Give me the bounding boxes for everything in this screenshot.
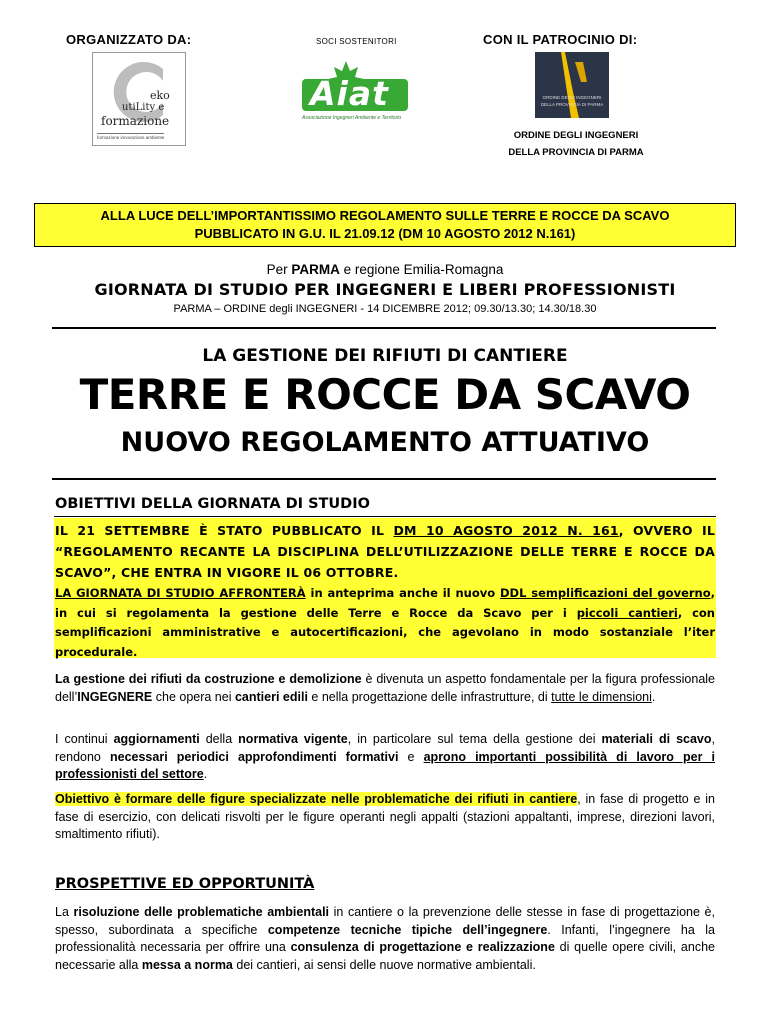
p4-materiali: materiali di scavo xyxy=(601,732,712,746)
p3-dimensioni: tutte le dimensioni xyxy=(551,689,652,704)
banner-line2: PUBBLICATO IN G.U. IL 21.09.12 (DM 10 AGOSTO 2012 N.161) xyxy=(194,226,576,241)
patrocinio-label: CON IL PATROCINIO DI: xyxy=(483,32,638,47)
p4-aggiornamenti: aggiornamenti xyxy=(113,732,200,746)
p4-approfondimenti: necessari periodici approfondimenti formativi xyxy=(109,749,399,764)
ordine-line2: DELLA PROVINCIA DI PARMA xyxy=(508,147,644,158)
secondary-title: NUOVO REGOLAMENTO ATTUATIVO xyxy=(120,427,650,458)
p5-highlight: Obiettivo è formare delle figure specializzate nelle problematiche dei rifiuti in cantiere xyxy=(55,792,578,806)
ddl-link: DDL semplificazioni del governo xyxy=(500,586,711,600)
p1-text-c: , OVVERO IL “REGOLAMENTO RECANTE LA DISCIPLINA DELL’UTILIZZAZIONE DELLE TERRE E ROCCE DA SCAVO”, CHE ENTRA IN VIGORE IL 06 OTTOBRE. xyxy=(55,523,715,580)
p3-text-b: è divenuta un aspetto fondamentale per la figura professionale dell’ xyxy=(55,672,716,704)
p3-text-h: . xyxy=(651,689,656,704)
p2-text-b: in anteprima anche il nuovo xyxy=(305,586,500,600)
p4-normativa: normativa vigente xyxy=(238,732,348,746)
eko-logo xyxy=(92,52,186,146)
ordine-line1: ORDINE DEGLI INGEGNERI xyxy=(513,130,639,141)
per-city: PARMA xyxy=(291,262,340,277)
p4-text-g: , rendono xyxy=(55,732,715,764)
p1-text-a: IL 21 SETTEMBRE È STATO PUBBLICATO IL xyxy=(55,523,394,538)
pr-consulenza: consulenza di progettazione e realizzazione xyxy=(290,940,555,954)
pr-text-e: . Infanti, l’ingegnere ha la professionalità necessaria per offrire una xyxy=(55,922,715,954)
objectives-paragraph-2 xyxy=(55,584,715,662)
organizzato-label: ORGANIZZATO DA: xyxy=(66,32,192,47)
aiat-subtitle: Associazione Ingegneri Ambiente e Territorio xyxy=(302,115,402,121)
eko-line3: formazione xyxy=(101,114,170,128)
per-suffix: e regione Emilia-Romagna xyxy=(339,262,504,277)
p4-text-a: I continui xyxy=(55,732,114,746)
pr-competenze: competenze tecniche tipiche dell’ingegnere xyxy=(267,922,548,937)
event-location xyxy=(0,262,770,277)
ordine-logo xyxy=(535,52,609,118)
soci-label: SOCI SOSTENITORI xyxy=(316,37,397,46)
prospects-heading: PROSPETTIVE ED OPPORTUNITÀ xyxy=(55,876,315,892)
objectives-heading-rule xyxy=(54,516,716,517)
p2-text-d: , in cui si regolamenta la gestione delle Terre e Rocce da Scavo per i xyxy=(55,586,715,620)
p3-text-d: che opera nei xyxy=(152,689,235,704)
ordine-caption xyxy=(476,127,676,161)
giornata-affrontera: LA GIORNATA DI STUDIO AFFRONTERÀ xyxy=(55,586,306,600)
objectives-paragraph-4 xyxy=(55,731,715,784)
prospects-paragraph xyxy=(55,904,715,974)
p4-possibilita: aprono importanti possibilità di lavoro per i professionisti del settore xyxy=(55,749,716,781)
p5-text-b: , in fase di progetto e in fase di esercizio, con delicati risvolti per le figure operanti negli appalti (stazioni appaltanti, imprese, direzioni lavori, smaltimento rifiuti). xyxy=(55,792,715,841)
subtitle: LA GESTIONE DEI RIFIUTI DI CANTIERE xyxy=(202,346,568,366)
pr-text-a: La xyxy=(55,905,74,919)
objectives-paragraph-1 xyxy=(55,520,715,583)
pr-messa-a-norma: messa a norma xyxy=(141,957,233,972)
eko-emblem-icon xyxy=(93,53,185,145)
objectives-paragraph-3 xyxy=(55,671,715,706)
ordine-emblem-icon xyxy=(535,52,609,118)
eko-footer: formazione innovazione ambiente xyxy=(97,135,165,140)
per-prefix: Per xyxy=(266,262,292,277)
pr-text-g: di quelle opere civili, anche necessarie alla xyxy=(55,940,715,972)
p4-text-c: della xyxy=(199,732,239,746)
ordine-logo-text: ORDINE DEGLI INGEGNERI DELLA PROVINCIA DI PARMA xyxy=(540,95,604,107)
dm-reference: DM 10 AGOSTO 2012 N. 161 xyxy=(393,523,619,538)
p3-text-a: La gestione dei rifiuti da costruzione e demolizione xyxy=(55,672,362,686)
main-title: TERRE E ROCCE DA SCAVO xyxy=(79,370,691,419)
regulation-banner xyxy=(34,203,736,247)
p4-text-i: e xyxy=(398,749,424,764)
p2-text-f: , con semplificazioni amministrative e autocertificazioni, che agevolano in modo sostanziale l’iter procedurale. xyxy=(55,605,715,659)
banner-line1: ALLA LUCE DELL’IMPORTANTISSIMO REGOLAMENTO SULLE TERRE E ROCCE DA SCAVO xyxy=(100,208,670,223)
aiat-text: Aiat xyxy=(310,74,389,113)
eko-line2: utiLity e xyxy=(122,102,165,113)
event-title: GIORNATA DI STUDIO PER INGEGNERI E LIBERI PROFESSIONISTI xyxy=(94,280,676,299)
pr-text-c: in cantiere o la prevenzione delle stesse in fase di progettazione è, spesso, subordinata a specifiche xyxy=(55,905,715,937)
aiat-logo xyxy=(296,57,414,127)
p3-ingegnere: INGEGNERE xyxy=(77,689,153,704)
event-details: PARMA – ORDINE degli INGEGNERI - 14 DICEMBRE 2012; 09.30/13.30; 14.30/18.30 xyxy=(173,303,597,315)
divider-middle xyxy=(52,478,716,480)
p3-text-f: e nella progettazione delle infrastrutture, di xyxy=(307,689,552,704)
p4-text-k: . xyxy=(203,767,208,781)
eko-line1: eko xyxy=(150,89,170,102)
p3-cantieri: cantieri edili xyxy=(234,689,308,704)
pr-risoluzione: risoluzione delle problematiche ambientali xyxy=(73,905,330,919)
p4-text-e: , in particolare sul tema della gestione dei xyxy=(347,732,602,746)
piccoli-cantieri: piccoli cantieri xyxy=(576,605,678,620)
objectives-paragraph-5 xyxy=(55,791,715,844)
pr-text-i: dei cantieri, ai sensi delle nuove normative ambientali. xyxy=(232,957,536,972)
divider-top xyxy=(52,327,716,329)
objectives-heading: OBIETTIVI DELLA GIORNATA DI STUDIO xyxy=(55,496,370,512)
